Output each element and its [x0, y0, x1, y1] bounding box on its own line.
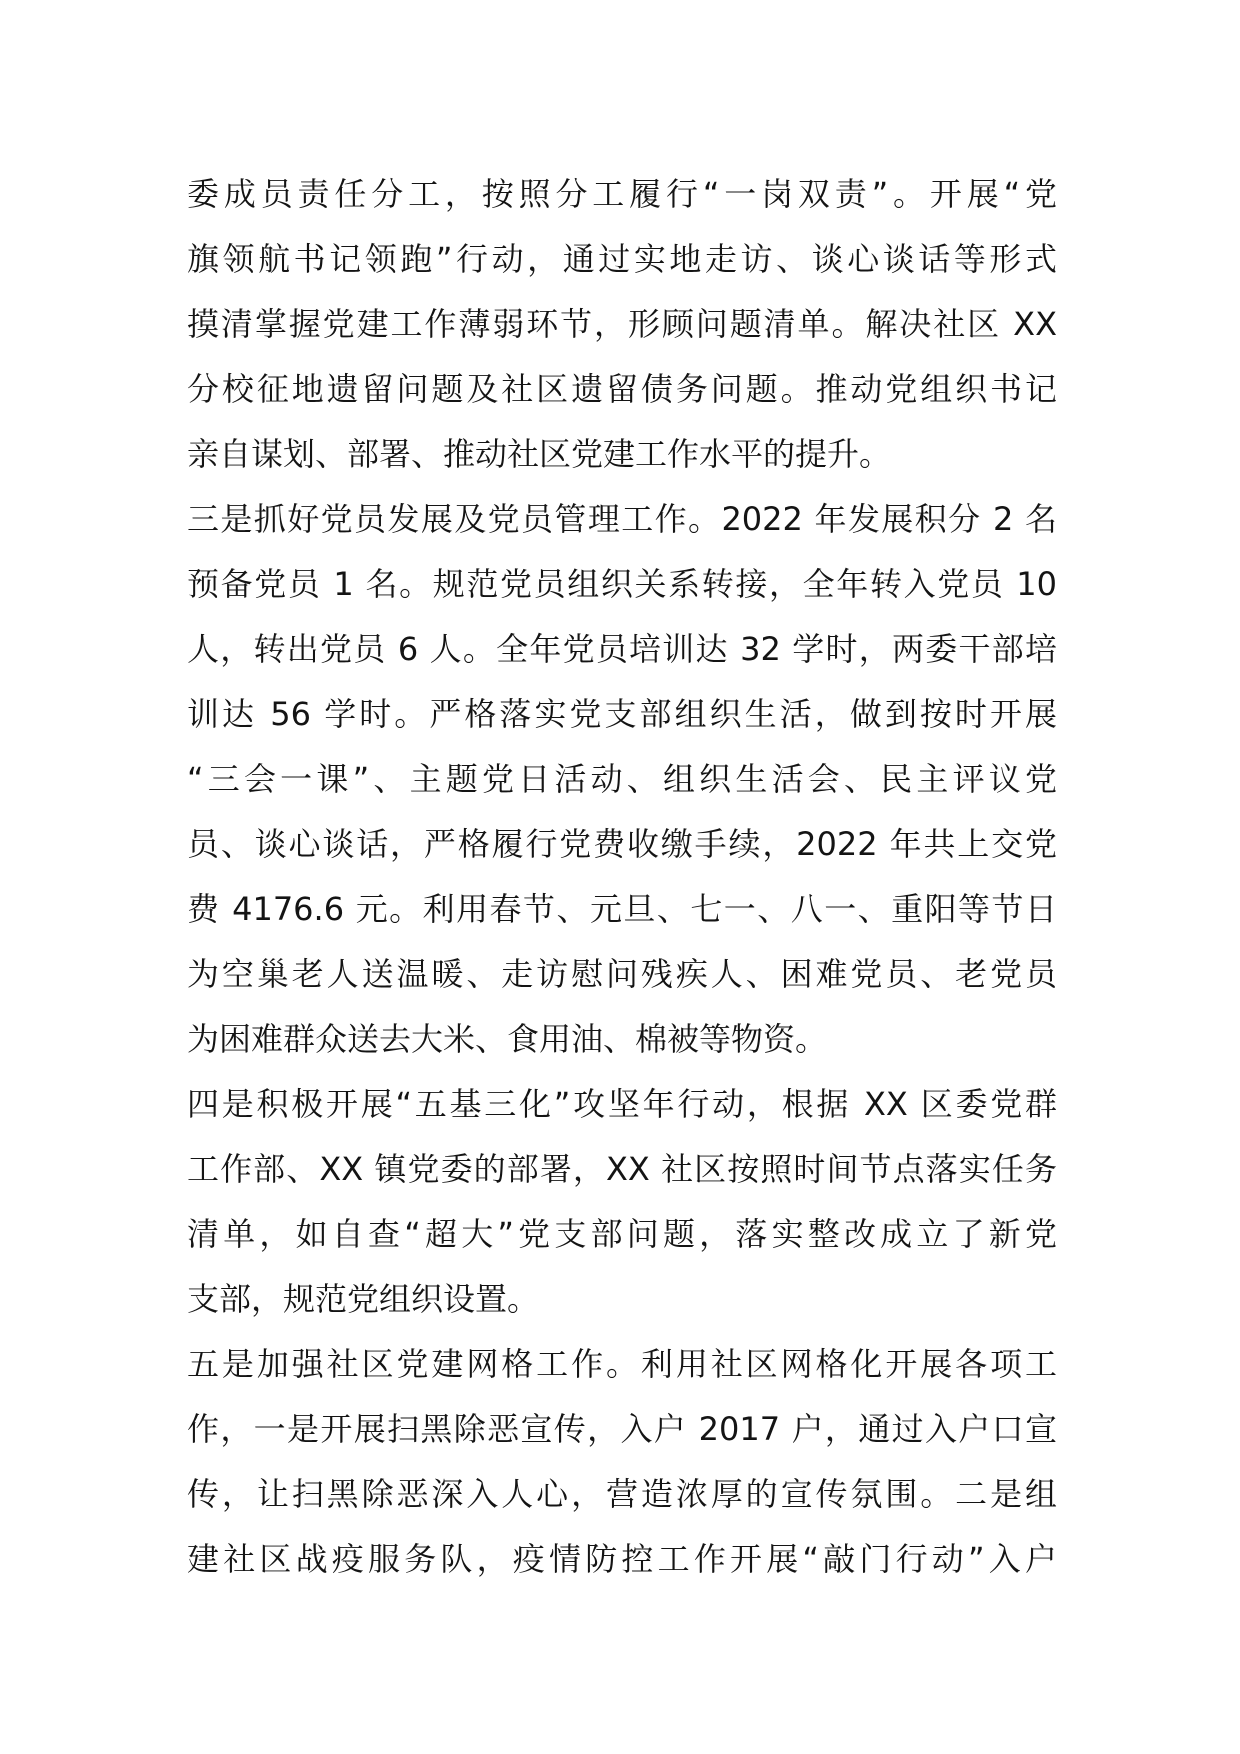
text-line: 为困难群众送去大米、食用油、棉被等物资。 — [187, 1020, 828, 1058]
text-line: 员、谈心谈话，严格履行党费收缴手续，2022 年共上交党 — [187, 825, 1057, 863]
text-line: 作，一是开展扫黑除恶宣传，入户 2017 户，通过入户口宣 — [187, 1410, 1057, 1448]
text-line: 传，让扫黑除恶深入人心，营造浓厚的宣传氛围。二是组 — [187, 1475, 1057, 1513]
text-line: 分校征地遗留问题及社区遗留债务问题。推动党组织书记 — [187, 370, 1057, 408]
text-line: 工作部、XX 镇党委的部署，XX 社区按照时间节点落实任务 — [187, 1150, 1057, 1188]
text-line: 训达 56 学时。严格落实党支部组织生活，做到按时开展 — [187, 695, 1057, 733]
text-line: 为空巢老人送温暖、走访慰问残疾人、困难党员、老党员 — [187, 955, 1057, 993]
text-line: 委成员责任分工，按照分工履行“一岗双责”。开展“党 — [187, 175, 1057, 213]
body-text — [187, 162, 1057, 1592]
text-line: 五是加强社区党建网格工作。利用社区网格化开展各项工 — [187, 1345, 1057, 1383]
text-line: 建社区战疫服务队，疫情防控工作开展“敲门行动”入户 — [187, 1540, 1057, 1578]
text-line: “三会一课”、主题党日活动、组织生活会、民主评议党 — [187, 760, 1057, 798]
text-line: 亲自谋划、部署、推动社区党建工作水平的提升。 — [187, 435, 892, 473]
text-line: 支部，规范党组织设置。 — [187, 1280, 540, 1318]
text-line: 费 4176.6 元。利用春节、元旦、七一、八一、重阳等节日 — [187, 890, 1057, 928]
text-line: 清单，如自查“超大”党支部问题，落实整改成立了新党 — [187, 1215, 1057, 1253]
text-line: 预备党员 1 名。规范党员组织关系转接，全年转入党员 10 — [187, 565, 1057, 603]
text-line: 四是积极开展“五基三化”攻坚年行动，根据 XX 区委党群 — [187, 1085, 1057, 1123]
text-line: 人，转出党员 6 人。全年党员培训达 32 学时，两委干部培 — [187, 630, 1057, 668]
text-line: 摸清掌握党建工作薄弱环节，形顾问题清单。解决社区 XX — [187, 305, 1057, 343]
text-line: 三是抓好党员发展及党员管理工作。2022 年发展积分 2 名 — [187, 500, 1057, 538]
text-line: 旗领航书记领跑”行动，通过实地走访、谈心谈话等形式 — [187, 240, 1057, 278]
